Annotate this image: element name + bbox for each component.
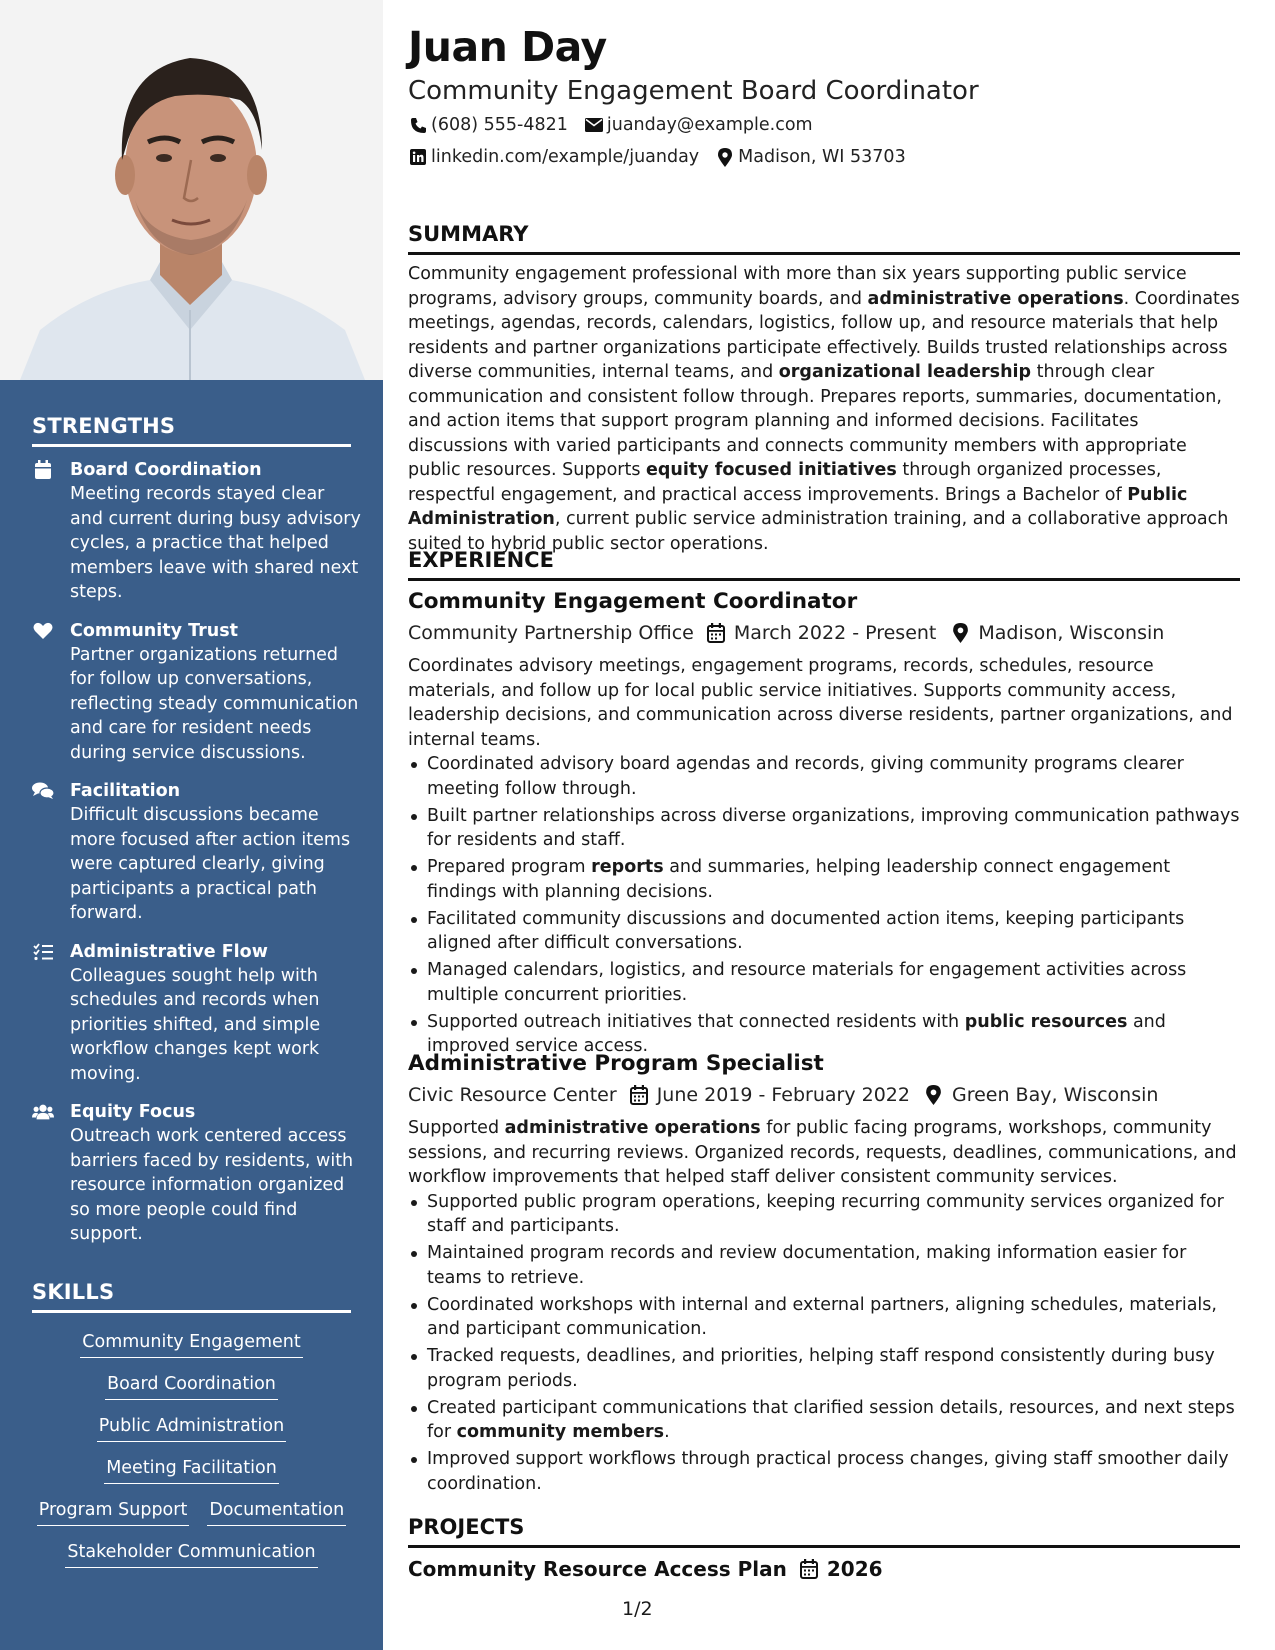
job-organization: Community Partnership Office [408,622,694,644]
sidebar [0,0,383,1650]
skill-tag: Meeting Facilitation [104,1456,279,1484]
strength-item [32,940,362,1087]
strength-description: Partner organizations returned for follow up conversations, reflecting steady communication and care for resident needs during service discussions. [70,644,359,763]
job-bullet: Built partner relationships across diverse organizations, improving communication pathways for residents and staff. [408,804,1240,853]
calendar-icon [629,1084,649,1106]
job-dates: March 2022 - Present [733,622,937,644]
summary-text-part: . Coordinates meetings, agendas, records, calendars, logistics, follow up, and resource materials that help residents and partner organizations participate effectively. Builds trusted relationships across diverse communities, internal teams, and [408,288,1240,382]
job-bullet: Managed calendars, logistics, and resource materials for engagement activities across multiple concurrent priorities. [408,958,1240,1007]
experience-entry [408,587,1240,1061]
profile-photo [0,0,383,380]
skill-tag: Stakeholder Communication [65,1540,317,1568]
phone-icon [408,115,428,135]
sidebar-panel [0,380,383,1650]
job-bullet: Improved support workflows through practical process changes, giving staff smoother daily coordination. [408,1447,1240,1496]
job-title: Administrative Program Specialist [408,1051,824,1076]
strength-item [32,1100,362,1247]
main-content [408,0,1240,1650]
strength-item [32,779,362,926]
summary-text [408,262,1240,556]
strength-title: Equity Focus [70,1102,196,1122]
map-pin-icon [715,147,735,167]
skill-tag: Community Engagement [80,1330,302,1358]
job-location: Green Bay, Wisconsin [951,1084,1159,1106]
phone-contact[interactable] [408,113,568,137]
summary-heading: SUMMARY [408,220,1240,255]
job-bullets [408,1190,1240,1497]
strength-title: Community Trust [70,620,239,641]
skills-list [32,1330,351,1568]
skill-tag: Documentation [207,1498,346,1526]
page-number: 1/2 [622,1598,653,1620]
skill-tag: Board Coordination [105,1372,278,1400]
strength-item [32,619,362,766]
job-bullet: Facilitated community discussions and documented action items, keeping participants aligned after difficult conversations. [408,907,1240,956]
strengths-heading: STRENGTHS [32,414,351,447]
list-check-icon [32,942,54,962]
job-meta [408,618,1240,648]
job-location: Madison, Wisconsin [978,622,1165,644]
skill-tag: Program Support [37,1498,190,1526]
users-icon [32,1102,54,1122]
candidate-name: Juan Day [408,23,607,71]
strength-item [32,458,362,605]
skills-heading: SKILLS [32,1280,351,1313]
profile-photo-illustration [0,0,383,380]
strengths-list [32,458,362,1261]
summary-bold-text: administrative operations [867,288,1124,309]
comments-icon [32,781,54,801]
job-bullet: Coordinated workshops with internal and external partners, aligning schedules, materials, and participant communication. [408,1293,1240,1342]
summary-bold-text: equity focused initiatives [646,460,897,480]
linkedin-icon [408,147,428,167]
job-organization: Civic Resource Center [408,1084,617,1106]
map-pin-icon [950,622,970,644]
summary-bold-text: organizational leadership [778,362,1032,382]
envelope-icon [584,115,604,135]
job-description: Coordinates advisory meetings, engagement programs, records, schedules, resource materials, and follow up for local public service initiatives. Supports community access, leadership decisions, and communication across diverse residents, partner organizations, and internal teams. [408,656,1233,750]
job-description: Supported administrative operations for public facing programs, workshops, community sessions, and recurring reviews. Organized records, requests, deadlines, communications, and workflow improvements that helped staff deliver consistent community services. [408,1118,1237,1187]
job-title: Community Engagement Coordinator [408,589,858,614]
strength-description: Difficult discussions became more focused after action items were captured clearly, giving participants a practical path forward. [70,805,351,923]
heart-icon [32,621,54,641]
linkedin-text: linkedin.com/example/juanday [431,147,700,167]
experience-heading: EXPERIENCE [408,546,1240,581]
strength-description: Meeting records stayed clear and current during busy advisory cycles, a practice that helped members leave with shared next steps. [70,484,361,602]
project-year: 2026 [826,1557,883,1581]
job-bullet: Tracked requests, deadlines, and priorities, helping staff respond consistently during busy program periods. [408,1344,1240,1393]
job-bullet: Prepared program reports and summaries, helping leadership connect engagement findings with planning decisions. [408,855,1240,904]
email-text: juanday@example.com [606,115,813,135]
projects-heading: PROJECTS [408,1513,1240,1548]
email-contact[interactable] [584,113,813,137]
summary-text-part: through organized processes, respectful engagement, and practical access improvements. Brings a Bachelor of [408,460,1162,505]
job-bullet: Maintained program records and review documentation, making information easier for teams to retrieve. [408,1241,1240,1290]
skill-tag: Public Administration [97,1414,286,1442]
strength-title: Administrative Flow [70,941,268,962]
summary-text-part: , current public service administration training, and a collaborative approach suited to hybrid public sector operations. [408,509,1229,554]
location-text: Madison, WI 53703 [738,147,906,167]
linkedin-contact[interactable] [408,145,699,169]
job-bullets [408,752,1240,1059]
strength-description: Colleagues sought help with schedules and records when priorities shifted, and simple workflow changes kept work moving. [70,965,321,1084]
calendar-icon [799,1558,819,1580]
strength-description: Outreach work centered access barriers faced by residents, with resource information organized so more people could find support. [70,1126,354,1244]
contact-row [408,145,922,169]
map-pin-icon [924,1084,944,1106]
job-bullet: Coordinated advisory board agendas and records, giving community programs clearer meeting follow through. [408,752,1240,801]
strength-title: Board Coordination [70,460,262,480]
summary-text-part: through clear communication and consistent follow through. Prepares reports, summaries, documentation, and action items that support program planning and informed decisions. Facilitates discussions with varied participants and connects community members with appropriate public resources. Supports [408,362,1222,480]
calendar-icon [706,622,726,644]
job-dates: June 2019 - February 2022 [656,1084,910,1106]
job-bullet: Supported public program operations, keeping recurring community services organized for staff and participants. [408,1190,1240,1239]
project-entry [408,1554,883,1584]
candidate-title: Community Engagement Board Coordinator [408,76,979,106]
job-bullet: Supported outreach initiatives that connected residents with public resources and improved service access. [408,1010,1240,1059]
strength-title: Facilitation [70,781,181,801]
location-contact [715,145,906,169]
calendar-icon [32,460,54,480]
contact-row [408,113,829,137]
job-meta [408,1080,1240,1110]
phone-text: (608) 555-4821 [431,115,568,135]
experience-entry [408,1049,1240,1499]
job-bullet: Created participant communications that clarified session details, resources, and next steps for community members. [408,1396,1240,1445]
summary-text-part: Community engagement professional with more than six years supporting public service programs, advisory groups, community boards, and [408,264,1187,309]
project-title: Community Resource Access Plan [408,1557,787,1581]
summary-bold-text: Public Administration [408,484,1188,529]
